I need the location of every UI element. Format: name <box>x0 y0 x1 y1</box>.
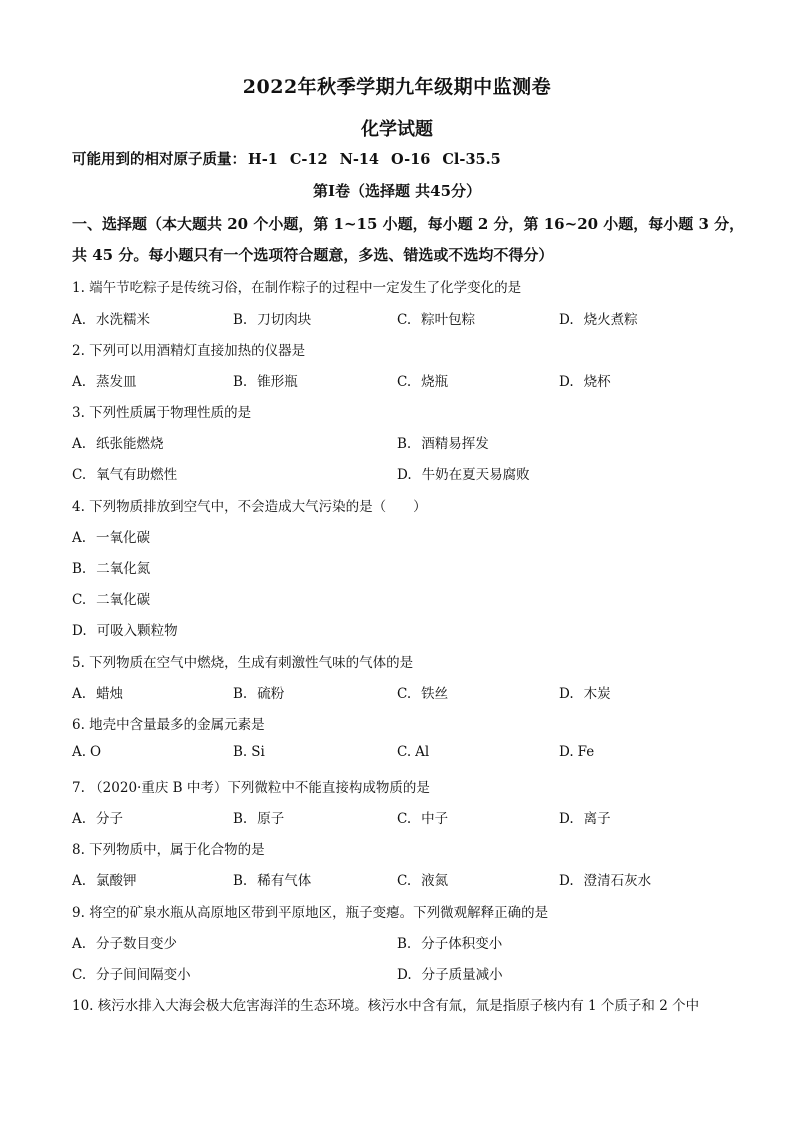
question-stem: 5. 下列物质在空气中燃烧，生成有刺激性气味的气体的是 <box>72 655 414 671</box>
question-stem: 9. 将空的矿泉水瓶从高原地区带到平原地区，瓶子变瘪。下列微观解释正确的是 <box>72 905 549 921</box>
option-key: B. <box>397 436 412 452</box>
option-a <box>72 932 177 952</box>
option-text: 酒精易挥发 <box>421 436 489 452</box>
question-stem: 4. 下列物质排放到空气中，不会造成大气污染的是（ ） <box>72 499 427 515</box>
option-key: D. <box>559 312 574 328</box>
option-key: C. <box>397 873 412 889</box>
option-key: C. <box>397 312 412 328</box>
option-key: B. <box>233 374 248 390</box>
option-text: 硫粉 <box>257 686 285 702</box>
option-text: 锥形瓶 <box>257 374 298 390</box>
mass-item: O-16 <box>391 151 431 168</box>
option-key: C. <box>397 686 412 702</box>
masses-label: 可能用到的相对原子质量： <box>72 151 246 168</box>
option-key: A. <box>72 686 87 702</box>
option-text: 粽叶包粽 <box>421 312 476 328</box>
option-c <box>397 869 448 889</box>
option-text: Fe <box>577 744 595 760</box>
question-stem: 10. 核污水排入大海会极大危害海洋的生态环境。核污水中含有氚，氚是指原子核内有 1 个质子和 2 个中 <box>72 998 700 1014</box>
option-key: C. <box>397 744 412 760</box>
option-text: Al <box>415 744 430 760</box>
option-d <box>559 744 594 760</box>
option-text: 分子 <box>96 811 124 827</box>
mass-item: N-14 <box>339 151 380 168</box>
option-text: 氧气有助燃性 <box>96 467 178 483</box>
option-text: 分子体积变小 <box>421 936 503 952</box>
option-key: A. <box>72 873 87 889</box>
question-stem: 8. 下列物质中，属于化合物的是 <box>72 842 265 858</box>
option-a <box>72 308 150 328</box>
option-text: 纸张能燃烧 <box>96 436 164 452</box>
mass-item: C-12 <box>289 151 328 168</box>
option-text: 分子数目变少 <box>96 936 178 952</box>
mass-item: H-1 <box>248 151 278 168</box>
option-key: C. <box>397 811 412 827</box>
option-text: 烧火煮粽 <box>583 312 638 328</box>
option-key: D. <box>559 374 574 390</box>
option-text: 稀有气体 <box>257 873 312 889</box>
option-c <box>72 463 177 483</box>
option-key: A. <box>72 811 87 827</box>
option-text: 烧瓶 <box>421 374 449 390</box>
option-text: 烧杯 <box>583 374 611 390</box>
option-text: 水洗糯米 <box>96 312 151 328</box>
option-a <box>72 370 137 390</box>
option-key: B. <box>233 744 248 760</box>
option-text: 液氮 <box>421 873 449 889</box>
option-c <box>397 308 475 328</box>
option-c <box>397 807 448 827</box>
option-text: 二氧化氮 <box>96 561 151 577</box>
option-key: C. <box>72 467 87 483</box>
option-text: Si <box>251 744 265 760</box>
exam-title: 2022年秋季学期九年级期中监测卷 <box>242 76 552 98</box>
section-instructions-line1: 一、选择题（本大题共 20 个小题，第 1~15 小题，每小题 2 分，第 16~20 小题，每小题 3 分， <box>72 215 745 233</box>
option-d <box>559 682 611 702</box>
option-key: C. <box>72 592 87 608</box>
option-key: B. <box>233 873 248 889</box>
option-key: D. <box>559 686 574 702</box>
option-a <box>72 869 137 889</box>
option-text: 原子 <box>257 811 285 827</box>
option-key: D. <box>397 467 412 483</box>
option-d <box>72 619 178 639</box>
option-text: 蜡烛 <box>96 686 124 702</box>
question-stem: 3. 下列性质属于物理性质的是 <box>72 405 252 421</box>
option-key: D. <box>559 873 574 889</box>
option-key: B. <box>233 811 248 827</box>
option-c <box>72 963 191 983</box>
relative-atomic-masses <box>72 148 513 169</box>
option-text: 牛奶在夏天易腐败 <box>421 467 530 483</box>
option-b <box>72 557 150 577</box>
option-text: 一氧化碳 <box>96 530 151 546</box>
option-text: 蒸发皿 <box>96 374 137 390</box>
option-text: 铁丝 <box>421 686 449 702</box>
option-b <box>233 869 311 889</box>
option-b <box>233 370 298 390</box>
option-d <box>397 963 503 983</box>
question-stem: 2. 下列可以用酒精灯直接加热的仪器是 <box>72 343 306 359</box>
option-a <box>72 682 123 702</box>
option-text: 木炭 <box>583 686 611 702</box>
option-key: B. <box>233 686 248 702</box>
section-instructions-line2: 共 45 分。每小题只有一个选项符合题意，多选、错选或不选均不得分） <box>72 246 554 264</box>
option-key: A. <box>72 436 87 452</box>
option-text: 中子 <box>421 811 449 827</box>
option-key: D. <box>72 623 87 639</box>
option-c <box>72 588 150 608</box>
option-key: B. <box>397 936 412 952</box>
option-key: D. <box>559 744 574 760</box>
question-stem: 7. （2020·重庆 B 中考）下列微粒中不能直接构成物质的是 <box>72 780 430 796</box>
option-key: D. <box>397 967 412 983</box>
option-key: A. <box>72 936 87 952</box>
option-text: 可吸入颗粒物 <box>96 623 178 639</box>
option-b <box>233 308 311 328</box>
option-b <box>233 744 265 760</box>
option-text: 离子 <box>583 811 611 827</box>
option-key: D. <box>559 811 574 827</box>
option-key: C. <box>397 374 412 390</box>
option-text: O <box>90 744 102 760</box>
option-d <box>397 463 530 483</box>
option-a <box>72 526 150 546</box>
option-key: A. <box>72 374 87 390</box>
option-text: 分子间间隔变小 <box>96 967 191 983</box>
option-d <box>559 807 611 827</box>
option-key: C. <box>72 967 87 983</box>
volume-heading: 第Ⅰ卷（选择题 共45分） <box>312 182 482 200</box>
question-stem: 6. 地壳中含量最多的金属元素是 <box>72 717 265 733</box>
option-b <box>397 932 502 952</box>
option-c <box>397 682 448 702</box>
option-text: 澄清石灰水 <box>583 873 652 889</box>
mass-item: Cl-35.5 <box>442 151 501 168</box>
option-c <box>397 744 429 760</box>
option-text: 分子质量减小 <box>421 967 503 983</box>
option-text: 氯酸钾 <box>96 873 137 889</box>
subject-title: 化学试题 <box>361 119 433 140</box>
option-d <box>559 370 611 390</box>
option-a <box>72 432 164 452</box>
option-text: 二氧化碳 <box>96 592 151 608</box>
option-key: B. <box>233 312 248 328</box>
option-a <box>72 807 123 827</box>
option-key: B. <box>72 561 87 577</box>
option-key: A. <box>72 312 87 328</box>
option-b <box>233 807 284 827</box>
option-b <box>397 432 489 452</box>
option-c <box>397 370 448 390</box>
option-text: 刀切肉块 <box>257 312 312 328</box>
option-d <box>559 869 651 889</box>
option-key: A. <box>72 744 87 760</box>
option-key: A. <box>72 530 87 546</box>
option-d <box>559 308 638 328</box>
question-stem: 1. 端午节吃粽子是传统习俗，在制作粽子的过程中一定发生了化学变化的是 <box>72 280 522 296</box>
option-a <box>72 744 101 760</box>
option-b <box>233 682 284 702</box>
